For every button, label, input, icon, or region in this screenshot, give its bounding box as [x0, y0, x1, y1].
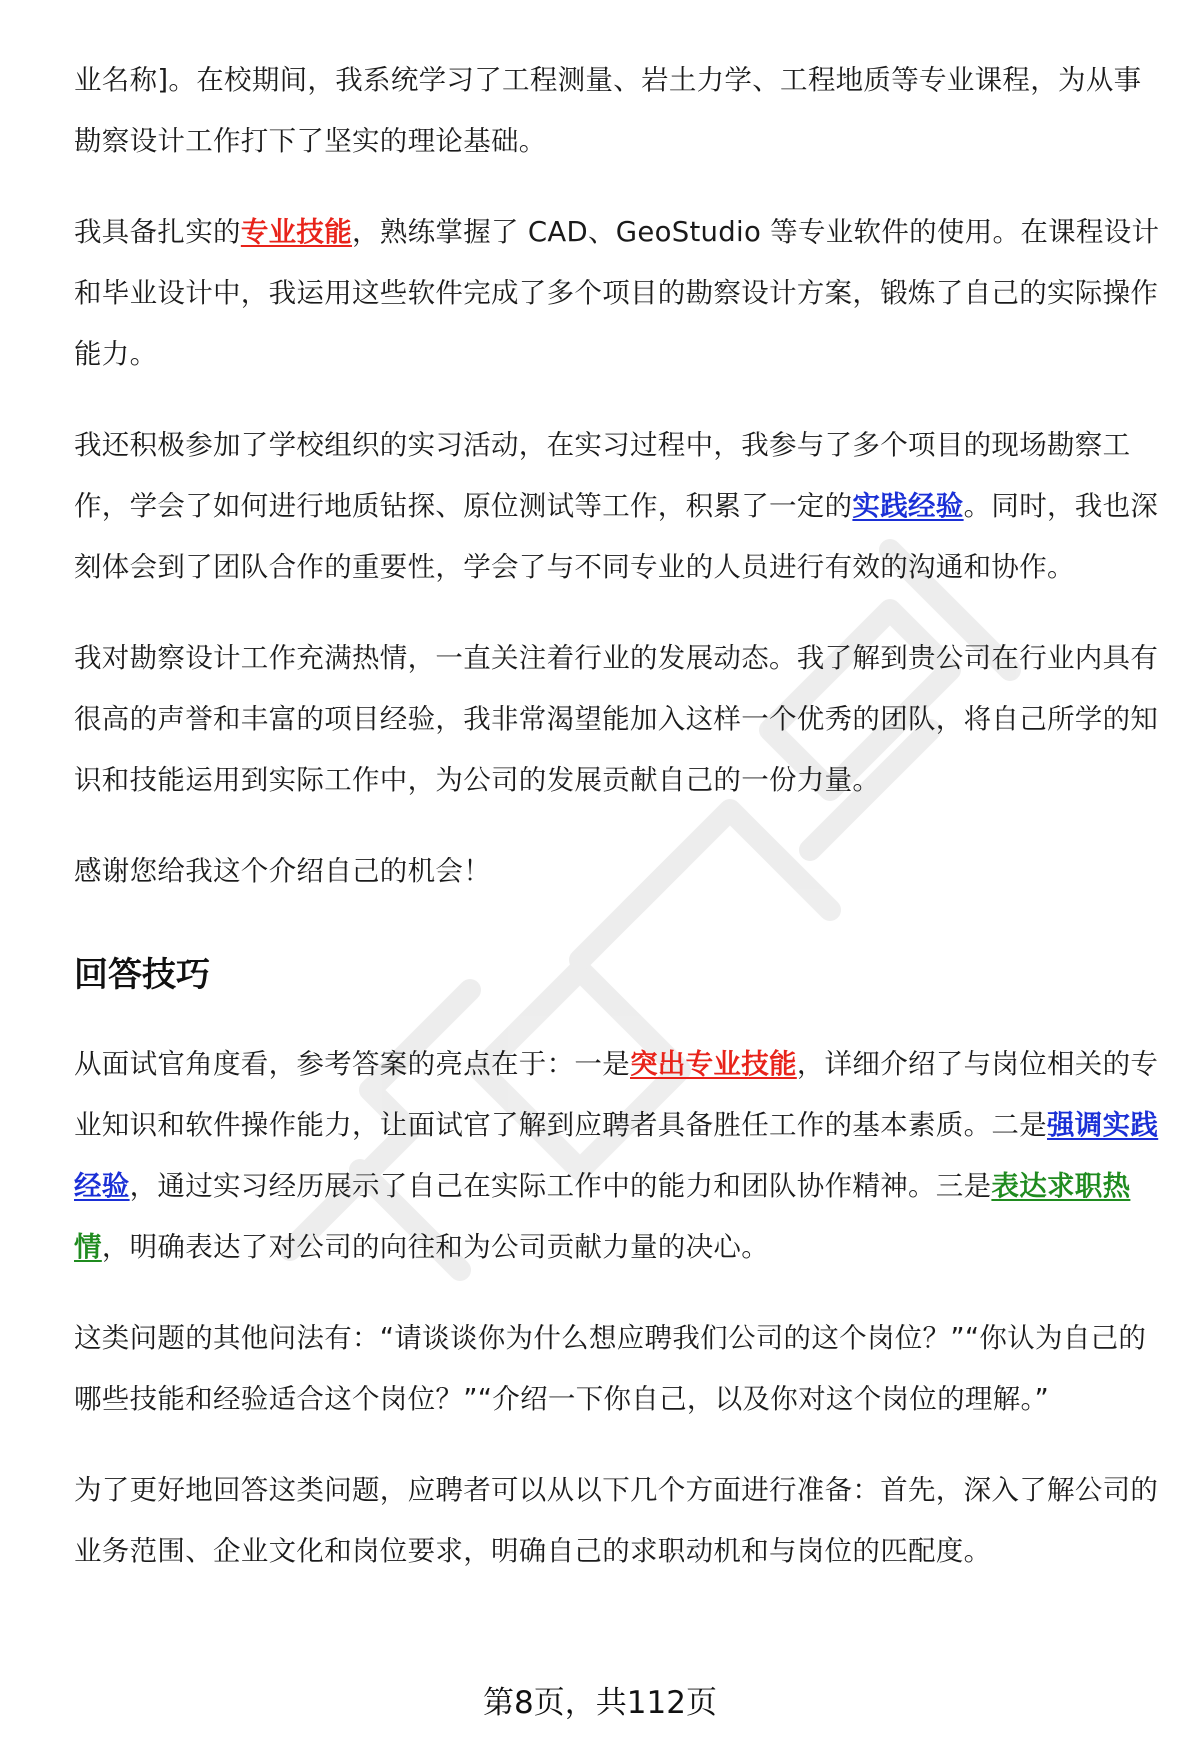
- highlight-practical-experience: 实践经验: [852, 490, 964, 522]
- highlight-emphasize-experience: 强调实践经验: [74, 1109, 1159, 1202]
- paragraph-enthusiasm: 我对勘察设计工作充满热情，一直关注着行业的发展动态。我了解到贵公司在行业内具有很高的声誉和丰富的项目经验，我非常渴望能加入这样一个优秀的团队，将自己所学的知识和技能运用到实际工作中，为公司的发展贡献自己的一份力量。: [74, 642, 1159, 796]
- tips-text-part-3: ，通过实习经历展示了自己在实际工作中的能力和团队协作精神。三是: [129, 1170, 992, 1202]
- document-page: [74, 50, 1160, 1612]
- tips-text-part-1: 从面试官角度看，参考答案的亮点在于：一是: [74, 1048, 630, 1080]
- paragraph-thanks: 感谢您给我这个介绍自己的机会！: [74, 855, 491, 887]
- paragraph-alternative-questions: 这类问题的其他问法有：“请谈谈你为什么想应聘我们公司的这个岗位？”“你认为自己的哪些技能和经验适合这个岗位？”“介绍一下你自己，以及你对这个岗位的理解。”: [74, 1322, 1147, 1415]
- paragraph-skills-text-before: 我具备扎实的: [74, 216, 241, 248]
- paragraph-interviewer-view: [74, 1034, 1160, 1278]
- highlight-professional-skills: 专业技能: [240, 216, 353, 248]
- tips-text-part-4: ，明确表达了对公司的向往和为公司贡献力量的决心。: [101, 1231, 770, 1263]
- tips-text-part-2: ，详细介绍了与岗位相关的专业知识和软件操作能力，让面试官了解到应聘者具备胜任工作的基本素质。二是: [74, 1048, 1159, 1141]
- paragraph-skills: [74, 202, 1160, 385]
- paragraph-skills-text-after: ，熟练掌握了 CAD、GeoStudio 等专业软件的使用。在课程设计和毕业设计中，我运用这些软件完成了多个项目的勘察设计方案，锻炼了自己的实际操作能力。: [74, 216, 1160, 370]
- paragraph-preparation: 为了更好地回答这类问题，应聘者可以从以下几个方面进行准备：首先，深入了解公司的业务范围、企业文化和岗位要求，明确自己的求职动机和与岗位的匹配度。: [74, 1474, 1159, 1567]
- page-number-footer: 第8页，共112页: [483, 1685, 717, 1721]
- highlight-stand-out-skills: 突出专业技能: [630, 1048, 797, 1080]
- paragraph-internship: [74, 415, 1160, 598]
- paragraph-internship-text-after: 。同时，我也深刻体会到了团队合作的重要性，学会了与不同专业的人员进行有效的沟通和协作。: [74, 490, 1159, 583]
- paragraph-education: 业名称]。在校期间，我系统学习了工程测量、岩土力学、工程地质等专业课程，为从事勘察设计工作打下了坚实的理论基础。: [74, 64, 1142, 157]
- highlight-express-enthusiasm: 表达求职热情: [74, 1170, 1131, 1263]
- section-heading-answer-tips: 回答技巧: [74, 955, 210, 995]
- paragraph-internship-text-before: 我还积极参加了学校组织的实习活动，在实习过程中，我参与了多个项目的现场勘察工作，学会了如何进行地质钻探、原位测试等工作，积累了一定的: [74, 429, 1131, 522]
